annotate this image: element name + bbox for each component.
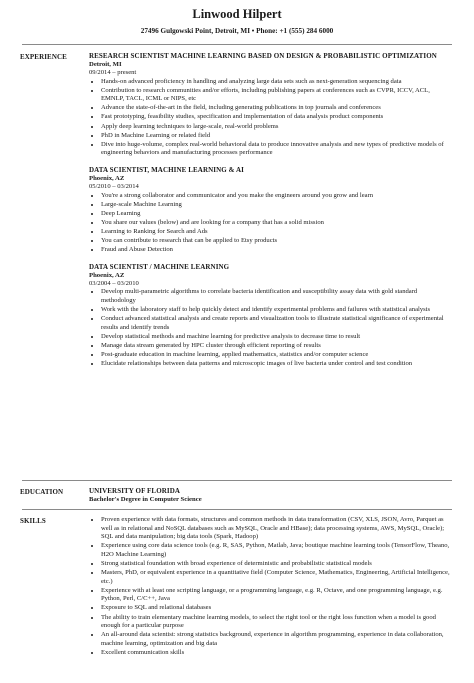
list-item: • Fraud and Abuse Detection [101,246,451,255]
list-item: • Experience with at least one scripting language, or a programming language, e.g. R, Octave, and one programming language, e.g. Python, Perl, C/C++, Java [101,587,451,604]
list-item: • Advance the state-of-the-art in the field, including generating publications in top journals and conferences [101,104,451,113]
list-item: • You can contribute to research that can be applied to Etsy products [101,237,451,246]
list-item: • Develop statistical methods and machine learning for predictive analysis to decrease time to result [101,333,451,342]
job-title: RESEARCH SCIENTIST MACHINE LEARNING BASED ON DESIGN & PROBABILISTIC OPTIMIZATION [89,52,437,60]
job-bullets [89,78,451,158]
section-label-skills: SKILLS [20,517,46,525]
section-label-education: EDUCATION [20,488,64,496]
list-item: • Experience using core data science tools (e.g. R, SAS, Python, Matlab, Java; boutique machine learning tools (TensorFlow, Theano, H2O Machine Learning) [101,542,451,559]
list-item: • Excellent communication skills [101,649,451,658]
section-label-experience: EXPERIENCE [20,53,67,61]
job-dates: 03/2004 – 03/2010 [89,280,139,288]
job-entry [89,166,451,255]
list-item: • Elucidate relationships between data patterns and microscopic images of live bacteria under control and test condition [101,360,451,369]
job-location: Phoenix, AZ [89,174,125,182]
school-name: UNIVERSITY OF FLORIDA [89,487,181,495]
job-title: DATA SCIENTIST, MACHINE LEARNING & AI [89,165,245,174]
list-item: • Proven experience with data formats, structures and common methods in data transformation (CSV, XLS, JSON, Avro, Parquet as well as in relational and NoSQL databases such as MySQL, Oracle and HBase); data processing systems, AWS, MySQL, Oracle); SQL and data manipulation; big data tools (Spark, Hadoop) [101,516,451,542]
divider [22,480,452,481]
list-item: • PhD in Machine Learning or related field [101,132,451,141]
job-entry [89,263,451,369]
list-item: • Large-scale Machine Learning [101,201,451,210]
skills-section [89,516,451,658]
list-item: • Hands-on advanced proficiency in handling and analyzing large data sets such as next-generation sequencing data [101,78,451,87]
list-item: • Learning to Ranking for Search and Ads [101,228,451,237]
candidate-name: Linwood Hilpert [192,7,282,21]
list-item: • Apply deep learning techniques to large-scale, real-world problems [101,123,451,132]
list-item: • Exposure to SQL and relational databases [101,604,451,613]
job-location: Detroit, MI [89,61,122,68]
job-bullets [89,192,451,255]
experience-section [89,52,451,369]
list-item: • Dive into huge-volume, complex real-world behavioral data to produce innovative analysis and new types of predictive models of engineering behaviors and manufacturing processes performance [101,141,451,158]
education-section [89,487,451,504]
list-item: • Work with the laboratory staff to help quickly detect and identify experimental problems and failures with statistical analysis [101,306,451,315]
list-item: • Develop multi-parametric algorithms to correlate bacteria identification and susceptibility assay data with gold standard methodology [101,288,451,305]
list-item: • Manage data stream generated by HPC cluster through efficient reporting of results [101,342,451,351]
list-item: • An all-around data scientist: strong statistics background, experience in algorithm programming, experience in data collaboration, machine learning, optimization and big data [101,631,451,648]
skills-list [89,516,451,658]
list-item: • Fast prototyping, feasibility studies, specification and implementation of data analysis product components [101,113,451,122]
divider [22,44,452,45]
contact-line: 27496 Gulgowski Point, Detroit, MI • Phone: +1 (555) 284 6000 [140,27,334,35]
job-bullets [89,288,451,368]
list-item: • Masters, PhD, or equivalent experience in a quantitative field (Computer Science, Mathematics, Engineering, Artificial Intelligence, etc.) [101,569,451,586]
job-entry [89,52,451,158]
divider [22,509,452,510]
list-item: • You're a strong collaborator and communicator and you make the engineers around you grow and learn [101,192,451,201]
list-item: • You share our values (below) and are looking for a company that has a solid mission [101,219,451,228]
list-item: • Conduct advanced statistical analysis and create reports and visualization tools to illustrate statistical significance of experimental results and identify trends [101,315,451,332]
job-dates: 09/2014 – present [89,69,137,77]
list-item: • Strong statistical foundation with broad experience of deterministic and probabilistic statistical models [101,560,451,569]
list-item: • The ability to train elementary machine learning models, to select the right tool or the right loss function when a model is good enough for a particular purpose [101,614,451,631]
job-title: DATA SCIENTIST / MACHINE LEARNING [89,262,230,271]
list-item: • Contribution to research communities and/or efforts, including publishing papers at conferences such as CVPR, ICCV, ACL, EMNLP, TACL, ICML or NIPS, etc [101,87,451,104]
degree: Bachelor's Degree in Computer Science [89,496,202,503]
list-item: • Post-graduate education in machine learning, applied mathematics, statistics and/or computer science [101,351,451,360]
job-dates: 05/2010 – 03/2014 [89,183,139,191]
list-item: • Deep Learning [101,210,451,219]
job-location: Phoenix, AZ [89,271,125,279]
